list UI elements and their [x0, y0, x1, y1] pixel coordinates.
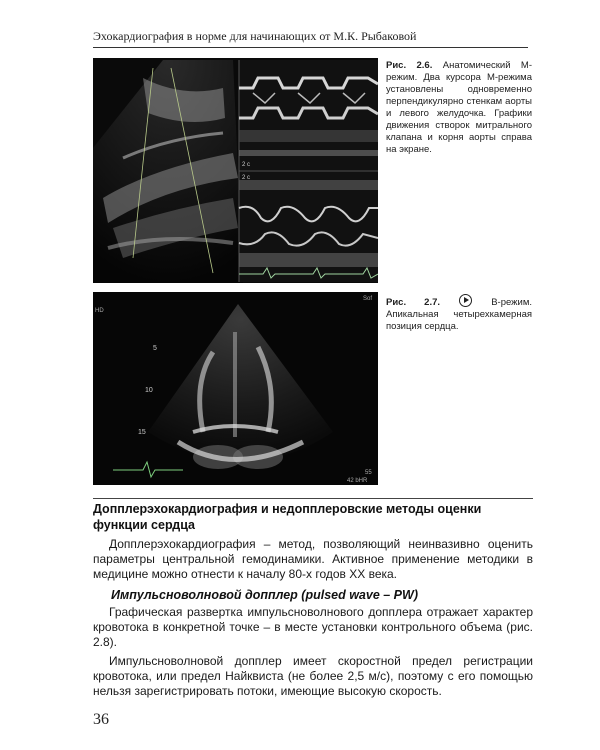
- section-title: Допплерэхокардиография и недопплеровские методы оценки функции сердца: [93, 502, 482, 532]
- running-header: Эхокардиография в норме для начинающих от М.К. Рыбаковой: [93, 29, 528, 48]
- figure-2-6-caption: [386, 60, 532, 156]
- paragraph-2-text: Графическая развертка импульсноволнового допплера отражает характер кровотока в конкретной точке – в месте установки контрольного объема (рис. 2.8).: [93, 605, 533, 649]
- figure-2-7-caption-text: В-режим. Апикальная четырехкамерная позиция сердца.: [386, 297, 533, 332]
- depth-mark-5: 5: [153, 345, 157, 352]
- video-play-icon[interactable]: [459, 294, 472, 307]
- figure-2-6-caption-text: Анатомический М-режим. Два курсора М-режима установлены одновременно перпендикулярно стенкам аорты и левого желудочка. Графики движения створок митрального клапана и корня аорты справа на экране.: [386, 60, 532, 155]
- corner-label-left: HD: [95, 308, 104, 314]
- figure-2-7-label: Рис. 2.7.: [386, 297, 441, 308]
- depth-mark-15: 15: [138, 429, 146, 436]
- figure-2-7-caption: [386, 294, 532, 333]
- paragraph-3-text: Импульсноволновой допплер имеет скоростной предел регистрации кровотока, или предел Найквиста (не более 2,5 м/с), поэтому с его помощью нельзя зарегистрировать потоки, имеющие высокую скорость.: [93, 654, 533, 698]
- paragraph-1-text: Допплерэхокардиография – метод, позволяющий неинвазивно оценить параметры центральной гемодинамики. Активное применение методики в медицине можно отнести к началу 80-х годов XX века.: [93, 537, 533, 581]
- paragraph-2: [93, 605, 533, 650]
- readout-top: 55: [365, 470, 372, 476]
- readout-bottom: 42 bHR: [347, 478, 368, 484]
- mmode-ultrasound-illustration: [93, 58, 378, 283]
- depth-mark-10: 10: [145, 387, 153, 394]
- figure-2-6-image: [93, 58, 378, 283]
- bmode-ultrasound-illustration: [93, 292, 378, 485]
- paragraph-3: [93, 654, 533, 699]
- corner-label-right: Sof: [363, 296, 373, 302]
- figure-2-6-label: Рис. 2.6.: [386, 60, 433, 71]
- section-divider: [93, 498, 533, 499]
- figure-2-7-image: [93, 292, 378, 485]
- page-number: 36: [93, 711, 109, 728]
- mmode-bottom-depth-mark: 2 с: [242, 175, 251, 181]
- paragraph-1: [93, 537, 533, 582]
- mmode-top-depth-mark: 2 с: [242, 162, 251, 168]
- subheading-pw: Импульсноволновой допплер (pulsed wave – PW): [111, 588, 418, 602]
